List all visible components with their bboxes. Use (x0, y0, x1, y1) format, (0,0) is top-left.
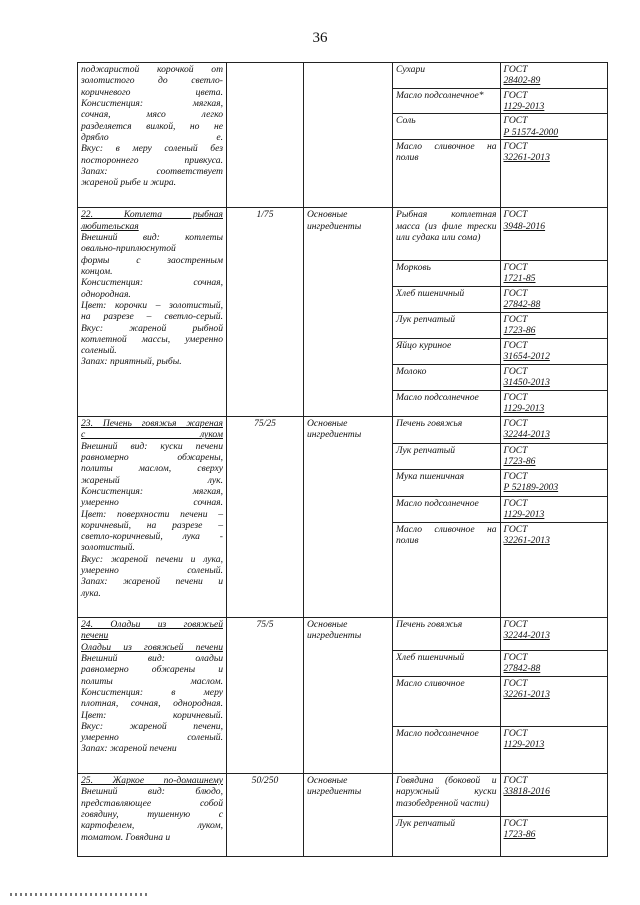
description-line: золотистого до светло- (81, 75, 223, 87)
yield-cell: 75/5 (227, 618, 304, 774)
ingredient-row (393, 417, 608, 443)
standard-type: ГОСТ (503, 651, 528, 663)
description-line: с луком (81, 429, 223, 441)
description-line: Цвет: коричневый. (81, 709, 223, 721)
standard-type: ГОСТ (503, 89, 528, 101)
ingredient-name: Мука пшеничная (393, 469, 500, 496)
description-line: печени (81, 630, 109, 642)
ingredient-row (393, 618, 608, 650)
yield-cell: 75/25 (227, 417, 304, 618)
standard-code: 3948-2016 (503, 220, 546, 232)
standard-code: Р 52189-2003 (503, 481, 559, 493)
description-line: умеренно соленый. (81, 565, 223, 577)
standard-cell (500, 774, 608, 816)
standard-code: 1129-2013 (503, 100, 545, 112)
description-line: 25. Жаркое по-домашнему (81, 775, 223, 786)
ingredient-name: Соль (393, 114, 500, 140)
description-line: Запах: приятный, рыбы. (81, 356, 182, 368)
description-line: равномерно обжарены, (81, 451, 223, 463)
standard-cell (500, 390, 608, 416)
description-line: овально-приплюснутой (81, 243, 176, 255)
ingredient-row (393, 676, 608, 726)
description-line: жареной рыбе и жира. (81, 177, 177, 189)
recipe-table (77, 62, 608, 857)
standard-cell (500, 139, 608, 207)
yield-cell: 50/250 (227, 774, 304, 857)
ingredient-row (393, 63, 608, 88)
standard-cell (500, 260, 608, 286)
description-line: представляющее собой (81, 797, 223, 809)
standard-code: 32261-2013 (503, 152, 550, 164)
description-line: плотная, сочная, однородная. (81, 698, 223, 710)
standard-code: Р 51574-2000 (503, 126, 559, 138)
ingredients-cell (393, 774, 608, 857)
ingredient-name: Масло подсолнечное (393, 726, 500, 773)
ingredient-name: Молоко (393, 364, 500, 390)
standard-cell (500, 443, 608, 469)
description-line: соленый. (81, 345, 117, 357)
description-line: Внешний вид: оладьи (81, 652, 223, 664)
description-line: Консистенция: мягкая, (81, 485, 223, 497)
standard-type: ГОСТ (503, 817, 528, 829)
description-line: дрябло е. (81, 131, 223, 143)
ingredient-name: Печень говяжья (393, 417, 500, 443)
description-line: разделяется вилкой, но не (81, 120, 223, 132)
ingredient-row (393, 208, 608, 260)
standard-code: 32261-2013 (503, 534, 550, 546)
standard-cell (500, 650, 608, 676)
ingredient-row (393, 774, 608, 816)
description-line: формы с заостренным (81, 254, 223, 266)
standard-cell (500, 522, 608, 617)
description-line: любительская (81, 220, 139, 232)
ingredient-row (393, 496, 608, 522)
standard-type: ГОСТ (503, 115, 528, 127)
standard-type: ГОСТ (503, 470, 528, 482)
standard-type: ГОСТ (503, 775, 528, 786)
standard-type: ГОСТ (503, 444, 528, 456)
description-line: светло-коричневый, лука - (81, 531, 223, 543)
ingredient-name: Масло подсолнечное* (393, 88, 500, 114)
standard-type: ГОСТ (503, 497, 528, 509)
description-line: 23. Печень говяжья жареная (81, 418, 223, 429)
ingredient-row (393, 312, 608, 338)
description-line: умеренно сочная. (81, 497, 223, 509)
ingredient-row (393, 114, 608, 140)
standard-code: 32244-2013 (503, 630, 550, 642)
ingredient-row (393, 286, 608, 312)
ingredient-group-cell: Основные ингредиенты (304, 774, 393, 857)
standard-cell (500, 364, 608, 390)
description-line: Внешний вид: котлеты (81, 232, 223, 243)
standard-cell (500, 676, 608, 726)
ingredient-name: Хлеб пшеничный (393, 286, 500, 312)
description-line: Консистенция: сочная, (81, 277, 223, 289)
standard-code: 1723-86 (503, 324, 536, 336)
ingredient-name: Хлеб пшеничный (393, 650, 500, 676)
ingredient-row (393, 443, 608, 469)
dish-description-cell (78, 208, 227, 417)
standard-type: ГОСТ (503, 391, 528, 403)
description-line: Консистенция: мягкая, (81, 97, 223, 109)
table-row (78, 618, 608, 774)
description-line: концом. (81, 265, 113, 277)
dish-description-cell (78, 774, 227, 857)
description-line: поджаристой корочкой от (81, 64, 223, 75)
description-line: Запах: жареной печени и (81, 576, 223, 588)
standard-code: 27842-88 (503, 662, 541, 674)
ingredient-name: Лук репчатый (393, 816, 500, 856)
ingredients-cell (393, 63, 608, 208)
dish-description-cell (78, 417, 227, 618)
standard-type: ГОСТ (503, 64, 528, 75)
standard-type: ГОСТ (503, 313, 528, 325)
standard-type: ГОСТ (503, 365, 528, 377)
description-line: Вкус: в меру соленый без (81, 143, 223, 155)
standard-type: ГОСТ (503, 619, 528, 630)
description-line: лука. (81, 587, 101, 599)
ingredient-row (393, 88, 608, 114)
footer-scan-mark (10, 893, 150, 896)
description-line: Консистенция: в меру (81, 686, 223, 698)
ingredient-row (393, 816, 608, 856)
ingredient-row (393, 139, 608, 207)
standard-cell (500, 726, 608, 773)
description-line: Вкус: жареной печени и лука, (81, 553, 223, 565)
yield-cell: 1/75 (227, 208, 304, 417)
description-line: Цвет: корочки – золотистый, (81, 299, 223, 311)
ingredient-name: Масло подсолнечное (393, 496, 500, 522)
description-line: Цвет: поверхности печени – (81, 508, 223, 520)
standard-type: ГОСТ (503, 727, 528, 739)
ingredient-row (393, 260, 608, 286)
ingredient-name: Масло сливочное на полив (393, 139, 500, 207)
ingredients-cell (393, 618, 608, 774)
description-line: однородная. (81, 288, 131, 300)
standard-cell (500, 496, 608, 522)
description-line: Запах: жареной печени (81, 743, 177, 755)
standard-cell (500, 88, 608, 114)
description-line: Вкус: жареной рыбной (81, 322, 223, 334)
standard-type: ГОСТ (503, 677, 528, 689)
standard-code: 32261-2013 (503, 688, 550, 700)
standard-code: 1129-2013 (503, 738, 545, 750)
description-line: политы маслом, сверху (81, 463, 223, 475)
ingredient-name: Лук репчатый (393, 312, 500, 338)
ingredient-group-cell (304, 63, 393, 208)
ingredients-cell (393, 208, 608, 417)
yield-cell (227, 63, 304, 208)
ingredient-row (393, 650, 608, 676)
standard-cell (500, 618, 608, 650)
description-line: сочная, мясо легко (81, 109, 223, 121)
table-row (78, 417, 608, 618)
table-row (78, 774, 608, 857)
standard-type: ГОСТ (503, 523, 528, 535)
ingredient-name: Лук репчатый (393, 443, 500, 469)
dish-description-cell (78, 618, 227, 774)
ingredient-row (393, 390, 608, 416)
ingredient-name: Рыбная котлетная масса (из филе трески или судака или сома) (393, 208, 500, 260)
standard-code: 1129-2013 (503, 508, 545, 520)
ingredient-group-cell: Основные ингредиенты (304, 417, 393, 618)
ingredient-name: Масло сливочное (393, 676, 500, 726)
table-row (78, 208, 608, 417)
description-line: политы маслом. (81, 675, 223, 687)
standard-code: 1723-86 (503, 455, 536, 467)
description-line: Оладьи из говяжьей печени (81, 641, 223, 653)
description-line: говядину, тушенную с (81, 808, 223, 820)
ingredient-row (393, 469, 608, 496)
standard-cell (500, 286, 608, 312)
ingredient-name: Говядина (боковой и наружный куски тазобедренной части) (393, 774, 500, 816)
standard-type: ГОСТ (503, 339, 528, 351)
description-line: коричневого цвета. (81, 86, 223, 98)
description-line: Запах: соответствует (81, 165, 223, 177)
ingredient-name: Масло подсолнечное (393, 390, 500, 416)
standard-cell (500, 63, 608, 88)
description-line: 24. Оладьи из говяжьей (81, 619, 223, 630)
description-line: жареный лук. (81, 474, 223, 486)
description-line: равномерно обжарены и (81, 664, 223, 676)
standard-code: 33818-2016 (503, 786, 550, 798)
description-line: томатом. Говядина и (81, 831, 171, 843)
ingredients-cell (393, 417, 608, 618)
standard-code: 31654-2012 (503, 350, 550, 362)
description-line: постороннего привкуса. (81, 154, 223, 166)
standard-code: 31450-2013 (503, 376, 550, 388)
description-line: картофелем, луком, (81, 820, 223, 832)
standard-code: 27842-88 (503, 298, 541, 310)
description-line: Вкус: жареной печени, (81, 720, 223, 732)
ingredient-name: Морковь (393, 260, 500, 286)
ingredient-name: Масло сливочное на полив (393, 522, 500, 617)
description-line: Внешний вид: куски печени (81, 440, 223, 452)
description-line: золотистый. (81, 542, 135, 554)
standard-code: 1129-2013 (503, 402, 545, 414)
page-number: 36 (312, 30, 328, 46)
table-row (78, 63, 608, 208)
standard-code: 1723-86 (503, 828, 536, 840)
standard-type: ГОСТ (503, 209, 528, 221)
description-line: Внешний вид: блюдо, (81, 786, 223, 798)
description-line: котлетной массы, умеренно (81, 333, 223, 345)
ingredient-row (393, 364, 608, 390)
ingredient-row (393, 726, 608, 773)
standard-type: ГОСТ (503, 287, 528, 299)
standard-type: ГОСТ (503, 140, 528, 152)
ingredient-group-cell: Основные ингредиенты (304, 208, 393, 417)
standard-code: 32244-2013 (503, 429, 550, 441)
description-line: на разрезе – светло-серый. (81, 311, 223, 323)
standard-cell (500, 816, 608, 856)
ingredient-row (393, 522, 608, 617)
ingredient-name: Сухари (393, 63, 500, 88)
standard-cell (500, 417, 608, 443)
standard-cell (500, 208, 608, 260)
description-line: коричневый, на разрезе – (81, 519, 223, 531)
standard-type: ГОСТ (503, 418, 528, 429)
ingredient-name: Яйцо куриное (393, 338, 500, 364)
ingredient-name: Печень говяжья (393, 618, 500, 650)
dish-description-cell (78, 63, 227, 208)
description-line: умеренно соленый. (81, 732, 223, 744)
standard-code: 28402-89 (503, 75, 541, 87)
standard-cell (500, 312, 608, 338)
standard-cell (500, 338, 608, 364)
ingredient-row (393, 338, 608, 364)
standard-cell (500, 469, 608, 496)
ingredient-group-cell: Основные ингредиенты (304, 618, 393, 774)
standard-code: 1721-85 (503, 273, 536, 285)
standard-type: ГОСТ (503, 261, 528, 273)
standard-cell (500, 114, 608, 140)
description-line: 22. Котлета рыбная (81, 209, 223, 221)
